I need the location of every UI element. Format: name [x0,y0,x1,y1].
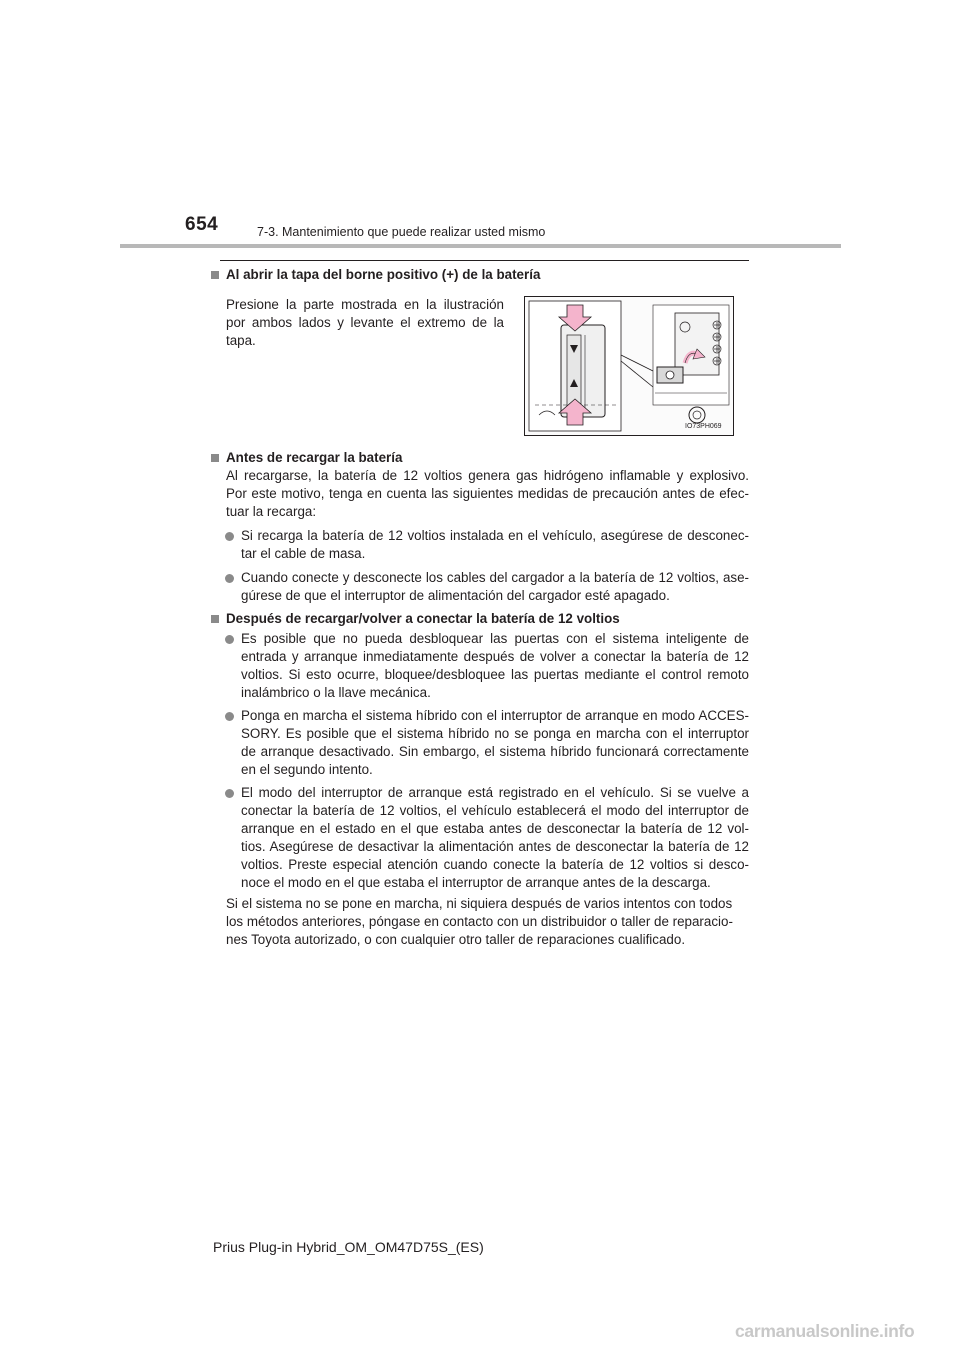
section-heading-recargar: Antes de recargar la batería [226,450,403,465]
despues-bullet-line: voltios. Si esto ocurre, bloquee/desbloquee las puertas mediante el control remoto [241,667,749,682]
despues-bullet-line: tios. Asegúrese de desactivar la alimentación antes de desconectar la batería de 12 [241,839,749,854]
bullet-dot-icon [225,532,234,541]
figure-code: IO73PH069 [685,423,722,430]
section-heading-tapa: Al abrir la tapa del borne positivo (+) de la batería [226,267,541,282]
bullet-dot-icon [225,635,234,644]
page-number: 654 [185,214,219,235]
recargar-bullet-line: Cuando conecte y desconecte los cables del cargador a la batería de 12 voltios, ase- [241,570,749,585]
header-rule [120,244,841,248]
despues-bullet-line: entrada y arranque inmediatamente después de volver a conectar la batería de 12 [241,649,749,664]
despues-bullet-line: El modo del interruptor de arranque está registrado en el vehículo. Si se vuelve a [241,785,749,800]
section-title: 7-3. Mantenimiento que puede realizar usted mismo [257,225,546,239]
recargar-intro-line: Al recargarse, la batería de 12 voltios genera gas hidrógeno inflamable y explosivo. [226,468,749,483]
recargar-bullet-line: gúrese de que el interruptor de alimentación del cargador esté apagado. [241,588,670,603]
square-marker-icon [211,615,219,623]
bullet-dot-icon [225,712,234,721]
battery-terminal-illustration [524,296,734,436]
despues-bullet-line: de arranque desactivado. Sin embargo, el sistema híbrido funcionará correctamente [241,744,749,759]
square-marker-icon [211,271,219,279]
despues-bullet-line: conectar la batería de 12 voltios, el vehículo establecerá el modo del interruptor de [241,803,749,818]
despues-closing-line: los métodos anteriores, póngase en contacto con un distribuidor o taller de reparacio- [226,914,733,929]
despues-bullet-line: Es posible que no pueda desbloquear las puertas con el sistema inteligente de [241,631,749,646]
tapa-text-line: tapa. [226,333,256,348]
despues-bullet-line: inalámbrico o la llave mecánica. [241,685,431,700]
despues-closing-line: nes Toyota autorizado, o con cualquier otro taller de reparaciones cualificado. [226,932,686,947]
despues-bullet-line: en el segundo intento. [241,762,373,777]
recargar-intro-line: tuar la recarga: [226,504,317,519]
battery-drawing [525,297,733,435]
recargar-intro-line: Por este motivo, tenga en cuenta las siguientes medidas de precaución antes de efec- [226,486,749,501]
despues-bullet-line: noce el modo en el que estaba el interruptor de arranque antes de la descarga. [241,875,711,890]
content-rule [220,260,749,261]
bullet-dot-icon [225,574,234,583]
despues-bullet-line: Ponga en marcha el sistema híbrido con el interruptor de arranque en modo ACCES- [241,708,749,723]
square-marker-icon [211,454,219,462]
despues-bullet-line: arranque en el estado en el que estaba antes de desconectar la batería de 12 vol- [241,821,749,836]
tapa-text-line: Presione la parte mostrada en la ilustración [226,297,504,312]
despues-closing-line: Si el sistema no se pone en marcha, ni siquiera después de varios intentos con todos [226,896,733,911]
tapa-text-line: por ambos lados y levante el extremo de la [226,315,504,330]
despues-bullet-line: SORY. Es posible que el sistema híbrido no se ponga en marcha con el interruptor [241,726,749,741]
recargar-bullet-line: Si recarga la batería de 12 voltios instalada en el vehículo, asegúrese de desconec- [241,528,749,543]
recargar-bullet-line: tar el cable de masa. [241,546,366,561]
watermark: carmanualsonline.info [735,1321,915,1341]
despues-bullet-line: voltios. Preste especial atención cuando conecte la batería de 12 voltios si desco- [241,857,749,872]
document-footer: Prius Plug-in Hybrid_OM_OM47D75S_(ES) [213,1239,484,1255]
bullet-dot-icon [225,789,234,798]
section-heading-despues: Después de recargar/volver a conectar la batería de 12 voltios [226,611,620,626]
